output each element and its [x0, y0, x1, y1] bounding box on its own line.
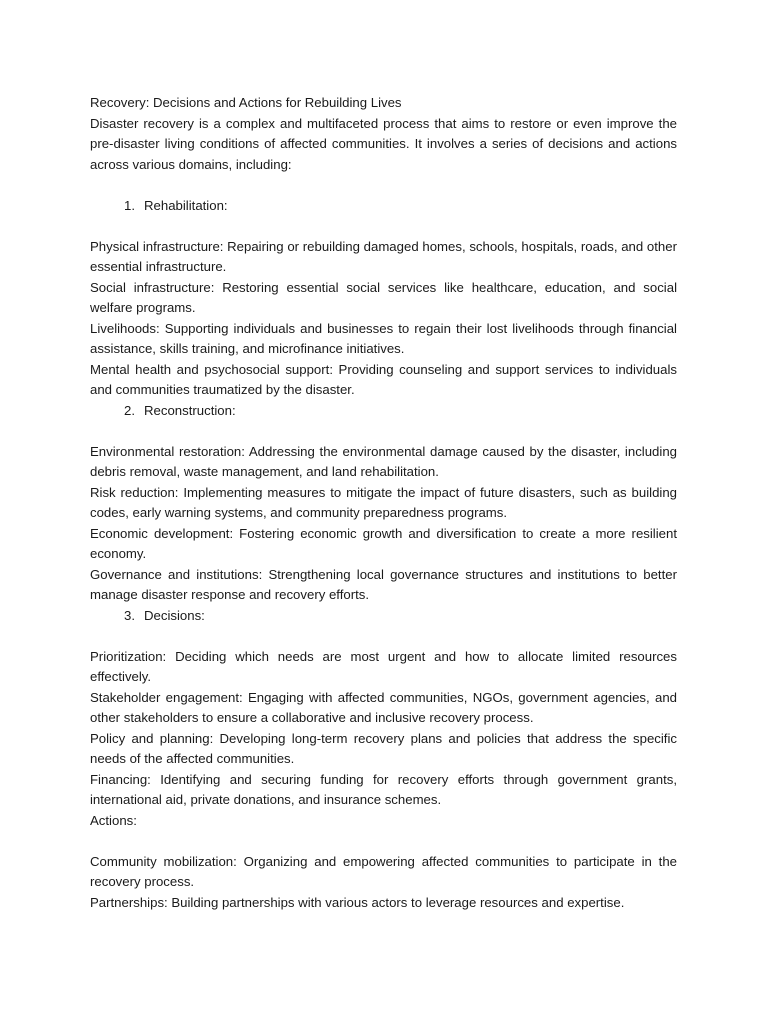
paragraph: Environmental restoration: Addressing the environmental damage caused by the disaster, including debris removal, waste management, and land rehabilitation. [90, 443, 677, 479]
paragraph: Governance and institutions: Strengthening local governance structures and institutions to better manage disaster response and recovery efforts. [90, 566, 677, 602]
blank-line [90, 216, 677, 237]
document-page [90, 93, 677, 913]
paragraph: Prioritization: Deciding which needs are most urgent and how to allocate limited resources effectively. [90, 648, 677, 684]
section-heading-label: Decisions: [144, 607, 205, 623]
section-number: 3. [124, 607, 135, 623]
paragraph: Economic development: Fostering economic growth and diversification to create a more resilient economy. [90, 525, 677, 561]
paragraph: Policy and planning: Developing long-term recovery plans and policies that address the specific needs of the affected communities. [90, 730, 677, 766]
intro-paragraph: Disaster recovery is a complex and multifaceted process that aims to restore or even improve the pre-disaster living conditions of affected communities. It involves a series of decisions and actions across various domains, including: [90, 115, 677, 172]
paragraph: Physical infrastructure: Repairing or rebuilding damaged homes, schools, hospitals, roads, and other essential infrastructure. [90, 238, 677, 274]
blank-line [90, 831, 677, 852]
section-heading-decisions [90, 606, 677, 627]
document-title: Recovery: Decisions and Actions for Rebuilding Lives [90, 95, 402, 110]
blank-line [90, 626, 677, 647]
blank-line [90, 421, 677, 442]
paragraph: Stakeholder engagement: Engaging with affected communities, NGOs, government agencies, and other stakeholders to ensure a collaborative and inclusive recovery process. [90, 689, 677, 725]
section-heading-rehabilitation [90, 196, 677, 217]
blank-line [90, 175, 677, 196]
section-heading-reconstruction [90, 401, 677, 422]
section-number: 1. [124, 197, 135, 213]
section-number: 2. [124, 402, 135, 418]
paragraph: Community mobilization: Organizing and empowering affected communities to participate in the recovery process. [90, 853, 677, 889]
section-heading-label: Rehabilitation: [144, 197, 228, 213]
paragraph: Livelihoods: Supporting individuals and businesses to regain their lost livelihoods through financial assistance, skills training, and microfinance initiatives. [90, 320, 677, 356]
paragraph: Risk reduction: Implementing measures to mitigate the impact of future disasters, such as building codes, early warning systems, and community preparedness programs. [90, 484, 677, 520]
actions-heading: Actions: [90, 812, 137, 828]
paragraph: Financing: Identifying and securing funding for recovery efforts through government grants, international aid, private donations, and insurance schemes. [90, 771, 677, 807]
paragraph: Partnerships: Building partnerships with various actors to leverage resources and expertise. [90, 894, 625, 910]
section-heading-label: Reconstruction: [144, 402, 236, 418]
paragraph: Social infrastructure: Restoring essential social services like healthcare, education, and social welfare programs. [90, 279, 677, 315]
paragraph: Mental health and psychosocial support: Providing counseling and support services to individuals and communities traumatized by the disaster. [90, 361, 677, 397]
